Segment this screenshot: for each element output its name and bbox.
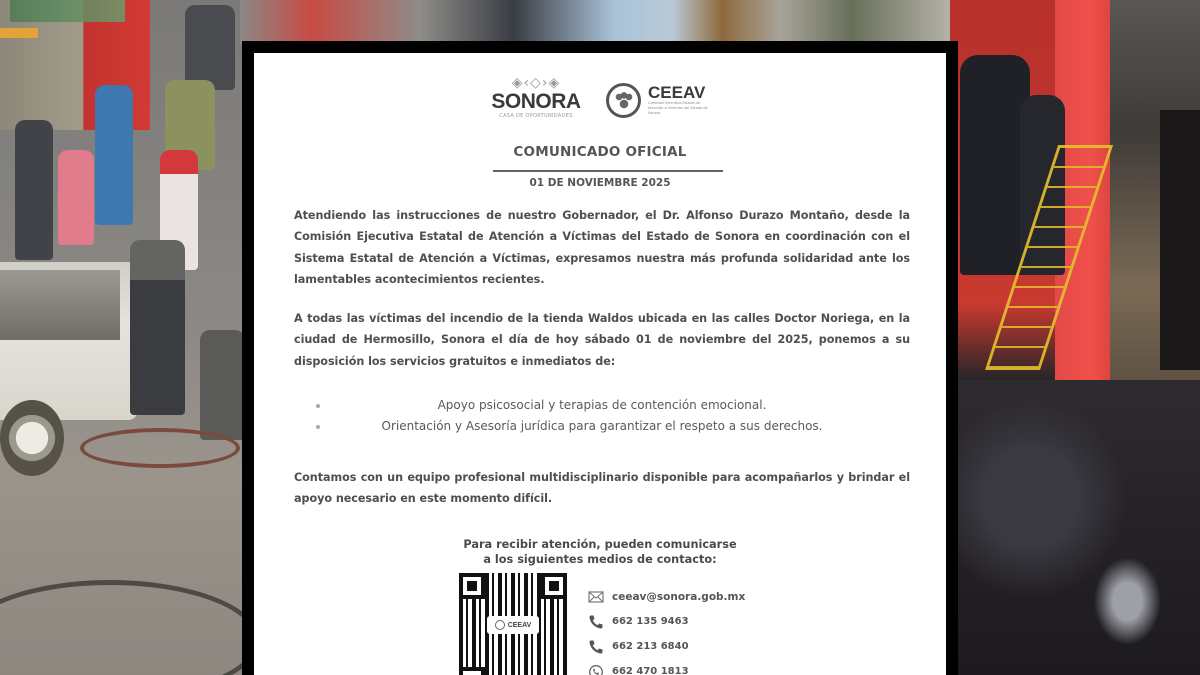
contact-intro	[254, 537, 946, 567]
service-item	[294, 416, 910, 437]
title-divider	[493, 170, 723, 172]
sonora-logo	[492, 76, 580, 120]
qr-ceeav-badge	[487, 616, 539, 634]
header-logos	[254, 76, 946, 120]
paragraph-victims: A todas las víctimas del incendio de la tienda Waldos ubicada en las calles Doctor Noriega, en la ciudad de Hermosillo, Sonora el día de hoy sábado 01 de noviembre del 2025, ponemos a su disposición los servicios gratuitos e inmediatos de:	[294, 312, 910, 368]
contact-intro-line: Para recibir atención, pueden comunicarse	[463, 538, 737, 551]
qr-finder-pattern	[459, 573, 485, 599]
background-fire-hose	[80, 428, 240, 468]
qr-finder-pattern	[541, 573, 567, 599]
sonora-logo-text: SONORA	[491, 90, 581, 113]
contact-whatsapp	[588, 659, 745, 675]
phone-icon	[588, 639, 604, 655]
statement-document	[254, 53, 946, 675]
document-date: 01 DE NOVIEMBRE 2025	[529, 177, 671, 189]
ceeav-logo-subtitle: Comisión Ejecutiva Estatal de Atención a Víctimas del Estado de Sonora	[648, 101, 708, 115]
background-fire-truck-window	[10, 0, 125, 22]
phone-icon	[588, 614, 604, 630]
contact-email-value[interactable]: ceeav@sonora.gob.mx	[612, 590, 746, 603]
background-person	[200, 330, 245, 440]
bullet-icon	[316, 404, 320, 408]
contact-phone-value[interactable]: 662 135 9463	[612, 616, 689, 627]
ceeav-emblem-icon	[606, 83, 641, 118]
background-fire-truck-label	[0, 28, 38, 38]
service-item	[294, 395, 910, 416]
service-item-label: Apoyo psicosocial y terapias de contención emocional.	[437, 398, 767, 412]
paragraph-team: Contamos con un equipo profesional multidisciplinario disponible para acompañarlos y brindar el apoyo necesario en este momento difícil.	[294, 471, 910, 506]
qr-code[interactable]	[459, 573, 567, 675]
background-debris	[958, 380, 1200, 675]
services-list	[294, 395, 910, 437]
contact-phone-value[interactable]: 662 213 6840	[612, 641, 689, 652]
background-dark-doorway	[1160, 110, 1200, 370]
contact-whatsapp-value[interactable]: 662 470 1813	[612, 666, 689, 675]
contact-list	[588, 584, 745, 675]
background-wheel	[0, 400, 64, 476]
ceeav-emblem-icon	[495, 620, 505, 630]
bullet-icon	[316, 425, 320, 429]
sonora-logo-subtitle: CASA DE OPORTUNIDADES	[499, 113, 573, 119]
statement-card-frame	[242, 41, 958, 675]
envelope-icon	[588, 589, 604, 605]
background-person	[58, 150, 94, 245]
document-title: COMUNICADO OFICIAL	[513, 144, 687, 160]
whatsapp-icon	[588, 664, 604, 675]
sonora-logo-glyphs: ◈‹◇›◈	[511, 75, 561, 91]
background-person	[95, 85, 133, 225]
contact-phone	[588, 609, 745, 634]
ceeav-logo-text: CEEAV	[648, 83, 706, 102]
contact-phone	[588, 634, 745, 659]
qr-badge-label: CEEAV	[507, 621, 532, 629]
background-crowd-top	[240, 0, 960, 45]
background-person	[15, 120, 53, 260]
contact-email	[588, 584, 745, 609]
background-person	[185, 5, 235, 90]
paragraph-intro: Atendiendo las instrucciones de nuestro Gobernador, el Dr. Alfonso Durazo Montaño, desde la Comisión Ejecutiva Estatal de Atención a Víctimas del Estado de Sonora en coordinación con el Sistema Estatal de Atención a Víctimas, expresamos nuestra más profunda solidaridad ante los lamentables acontecimientos recientes.	[294, 209, 910, 286]
service-item-label: Orientación y Asesoría jurídica para garantizar el respeto a sus derechos.	[381, 419, 823, 433]
background-police-officer	[130, 240, 185, 415]
contact-intro-line: a los siguientes medios de contacto:	[483, 553, 717, 566]
background-pickup-bed	[0, 270, 120, 340]
ceeav-logo	[606, 83, 708, 120]
qr-finder-pattern	[459, 667, 485, 675]
